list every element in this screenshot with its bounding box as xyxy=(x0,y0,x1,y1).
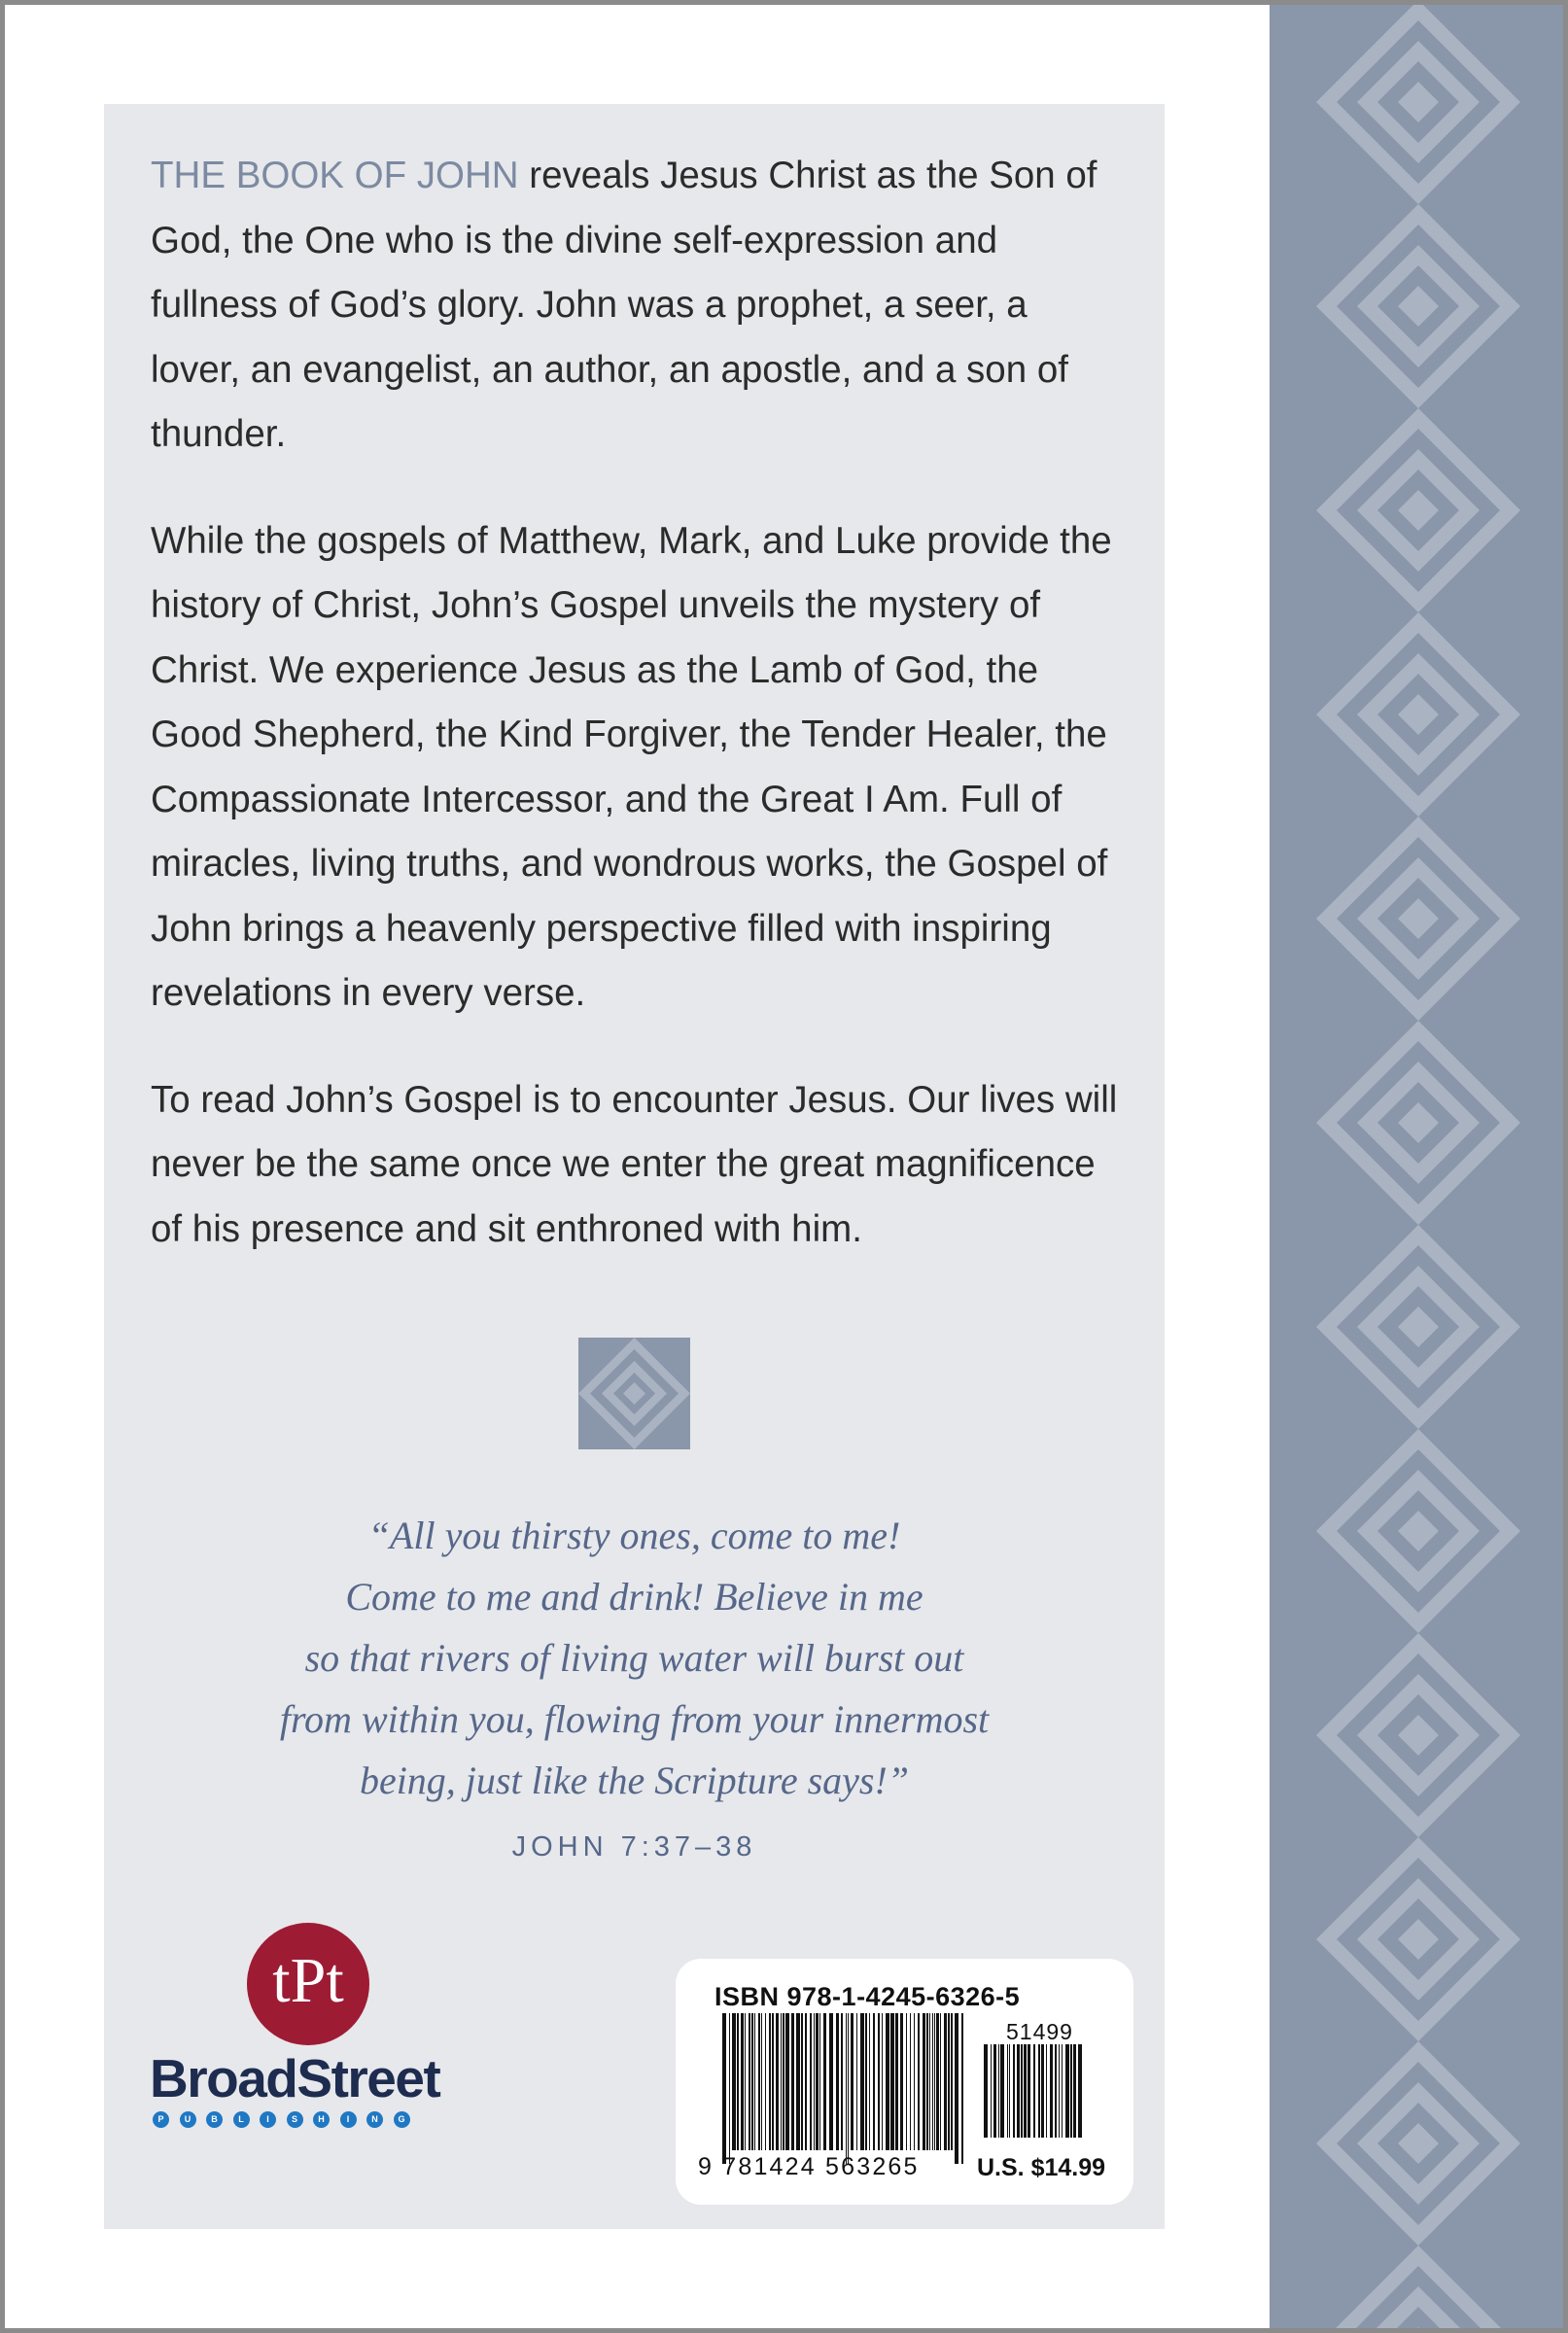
publishing-letter: N xyxy=(366,2111,383,2128)
tpt-logo-mark: tPt xyxy=(247,1923,369,2045)
price-addon-barcode xyxy=(984,2044,1100,2151)
publisher-logo xyxy=(150,1923,470,2137)
description-paragraph-3: To read John’s Gospel is to encounter Jesus. Our lives will never be the same once we enter the great magnificence of his presence and sit enthroned with him. xyxy=(151,1078,1118,1250)
description-paragraph-2: While the gospels of Matthew, Mark, and Luke provide the history of Christ, John’s Gospel unveils the mystery of Christ. We experience Jesus as the Lamb of God, the Good Shepherd, the Kind Forgiver, the Tender Healer, the Compassionate Intercessor, and the Great I Am. Full of miracles, living truths, and wondrous works, the Gospel of John brings a heavenly perspective filled with inspiring revelations in every verse. xyxy=(151,519,1112,1014)
barcode-digits: 9 781424 563265 xyxy=(698,2153,920,2180)
diamond-pattern-graphic xyxy=(1270,0,1568,2333)
book-title-lead-in: THE BOOK OF JOHN xyxy=(151,155,519,196)
isbn-label: ISBN 978-1-4245-6326-5 xyxy=(714,1982,1021,2011)
quote-line: from within you, flowing from your innermost xyxy=(279,1697,990,1741)
isbn-barcode-box xyxy=(676,1959,1133,2205)
publishing-letter: P xyxy=(153,2111,169,2128)
scripture-quote xyxy=(175,1505,1094,1811)
publishing-letter: L xyxy=(233,2111,250,2128)
quote-line: “All you thirsty ones, come to me! xyxy=(367,1514,901,1557)
publishing-wordmark xyxy=(153,2111,410,2128)
quote-line: being, just like the Scripture says!” xyxy=(359,1758,910,1802)
scripture-reference: JOHN 7:37–38 xyxy=(511,1831,757,1863)
publishing-letter: I xyxy=(340,2111,357,2128)
diamond-ornament-icon xyxy=(578,1338,690,1449)
publishing-letter: I xyxy=(260,2111,276,2128)
diamond-pattern-strip xyxy=(1270,0,1568,2333)
book-description xyxy=(151,144,1123,1304)
quote-line: so that rivers of living water will burst out xyxy=(304,1636,964,1680)
publisher-name: BroadStreet xyxy=(150,2048,440,2108)
publishing-letter: B xyxy=(206,2111,223,2128)
ean-barcode xyxy=(722,2013,965,2164)
price-addon-number: 51499 xyxy=(1006,2019,1073,2044)
quote-line: Come to me and drink! Believe in me xyxy=(345,1575,923,1619)
price-label: U.S. $14.99 xyxy=(977,2154,1106,2181)
publishing-letter: G xyxy=(394,2111,410,2128)
publishing-letter: H xyxy=(313,2111,330,2128)
publishing-letter: U xyxy=(180,2111,196,2128)
description-paragraph-1 xyxy=(151,144,1123,468)
publishing-letter: S xyxy=(287,2111,303,2128)
description-paragraph-1-text: reveals Jesus Christ as the Son of God, the One who is the divine self-expression and fullness of God’s glory. John was a prophet, a seer, a lover, an evangelist, an author, an apostle, and a son of thunder. xyxy=(151,155,1098,455)
